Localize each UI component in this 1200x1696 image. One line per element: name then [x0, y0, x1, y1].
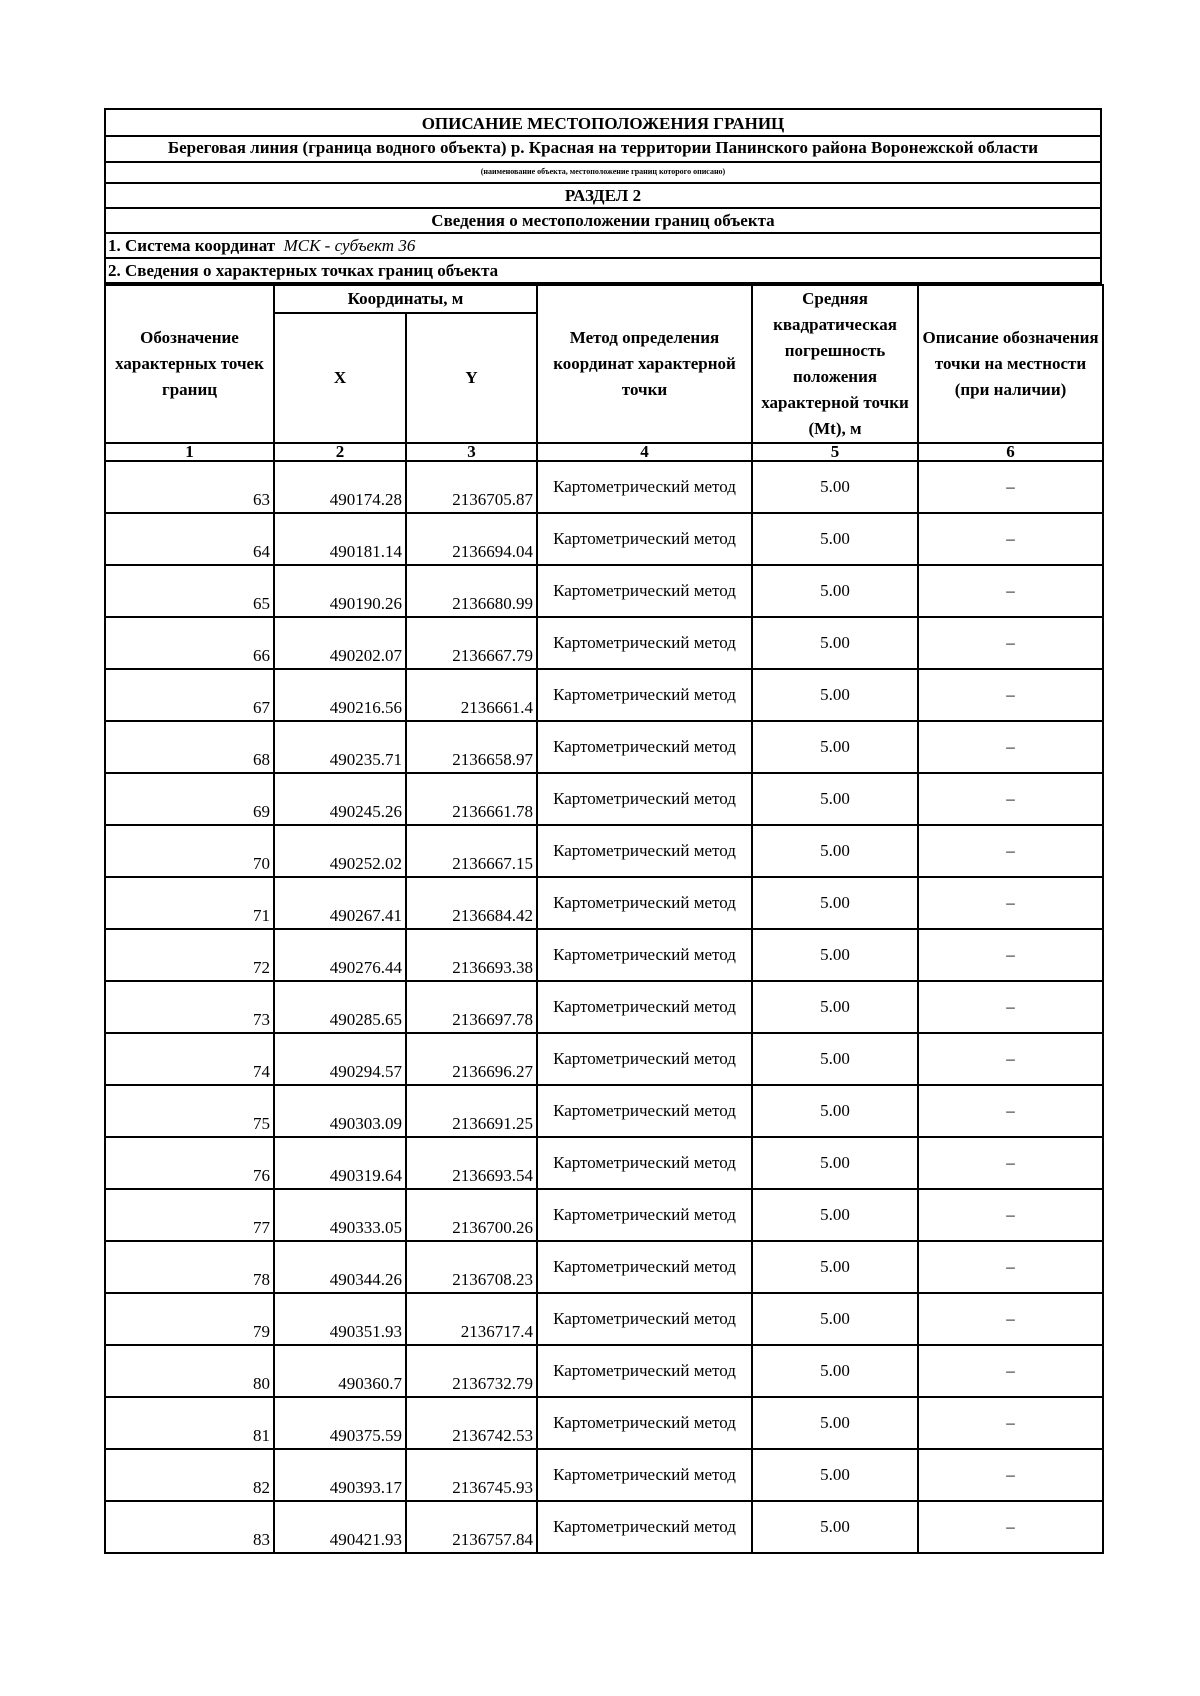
- x-coordinate-cell: 490235.71: [274, 721, 406, 773]
- method-cell: Картометрический метод: [537, 1085, 752, 1137]
- col-header-x: X: [274, 313, 406, 443]
- point-description-cell: –: [918, 1293, 1103, 1345]
- x-coordinate-cell: 490344.26: [274, 1241, 406, 1293]
- method-cell: Картометрический метод: [537, 981, 752, 1033]
- table-row: [105, 877, 1103, 929]
- point-description-cell: –: [918, 1397, 1103, 1449]
- point-number-cell: 81: [105, 1397, 274, 1449]
- y-coordinate-cell: 2136700.26: [406, 1189, 537, 1241]
- y-coordinate-cell: 2136661.78: [406, 773, 537, 825]
- method-cell: Картометрический метод: [537, 1449, 752, 1501]
- point-description-cell: –: [918, 617, 1103, 669]
- point-number-cell: 64: [105, 513, 274, 565]
- table-row: [105, 1085, 1103, 1137]
- y-coordinate-cell: 2136696.27: [406, 1033, 537, 1085]
- x-coordinate-cell: 490351.93: [274, 1293, 406, 1345]
- y-coordinate-cell: 2136661.4: [406, 669, 537, 721]
- x-coordinate-cell: 490360.7: [274, 1345, 406, 1397]
- table-row: [105, 1189, 1103, 1241]
- mt-error-cell: 5.00: [752, 1189, 918, 1241]
- point-description-cell: –: [918, 1501, 1103, 1553]
- method-cell: Картометрический метод: [537, 1293, 752, 1345]
- mt-error-cell: 5.00: [752, 1241, 918, 1293]
- point-description-cell: –: [918, 721, 1103, 773]
- x-coordinate-cell: 490285.65: [274, 981, 406, 1033]
- col-number: 6: [918, 443, 1103, 461]
- mt-error-cell: 5.00: [752, 1501, 918, 1553]
- table-row: [105, 1449, 1103, 1501]
- method-cell: Картометрический метод: [537, 877, 752, 929]
- col-header-coords: Координаты, м: [274, 285, 537, 313]
- points-table: [104, 284, 1104, 1554]
- col-header-y: Y: [406, 313, 537, 443]
- mt-error-cell: 5.00: [752, 1085, 918, 1137]
- x-coordinate-cell: 490319.64: [274, 1137, 406, 1189]
- points-table-body: [105, 461, 1103, 1553]
- y-coordinate-cell: 2136757.84: [406, 1501, 537, 1553]
- col-number: 4: [537, 443, 752, 461]
- point-description-cell: –: [918, 1189, 1103, 1241]
- col-header-desc: Описание обозначения точки на местности (при наличии): [918, 285, 1103, 443]
- y-coordinate-cell: 2136742.53: [406, 1397, 537, 1449]
- point-description-cell: –: [918, 1033, 1103, 1085]
- table-row: [105, 1293, 1103, 1345]
- point-number-cell: 65: [105, 565, 274, 617]
- x-coordinate-cell: 490375.59: [274, 1397, 406, 1449]
- table-row: [105, 981, 1103, 1033]
- x-coordinate-cell: 490333.05: [274, 1189, 406, 1241]
- x-coordinate-cell: 490294.57: [274, 1033, 406, 1085]
- table-row: [105, 1501, 1103, 1553]
- y-coordinate-cell: 2136705.87: [406, 461, 537, 513]
- point-number-cell: 70: [105, 825, 274, 877]
- method-cell: Картометрический метод: [537, 1397, 752, 1449]
- point-number-cell: 79: [105, 1293, 274, 1345]
- table-row: [105, 617, 1103, 669]
- y-coordinate-cell: 2136693.38: [406, 929, 537, 981]
- point-number-cell: 78: [105, 1241, 274, 1293]
- point-description-cell: –: [918, 1241, 1103, 1293]
- mt-error-cell: 5.00: [752, 773, 918, 825]
- x-coordinate-cell: 490276.44: [274, 929, 406, 981]
- table-row: [105, 1241, 1103, 1293]
- point-description-cell: –: [918, 1449, 1103, 1501]
- point-description-cell: –: [918, 565, 1103, 617]
- col-number: 2: [274, 443, 406, 461]
- method-cell: Картометрический метод: [537, 929, 752, 981]
- table-row: [105, 669, 1103, 721]
- point-description-cell: –: [918, 825, 1103, 877]
- point-number-cell: 73: [105, 981, 274, 1033]
- mt-error-cell: 5.00: [752, 981, 918, 1033]
- method-cell: Картометрический метод: [537, 1137, 752, 1189]
- x-coordinate-cell: 490174.28: [274, 461, 406, 513]
- mt-error-cell: 5.00: [752, 1293, 918, 1345]
- table-row: [105, 825, 1103, 877]
- point-number-cell: 77: [105, 1189, 274, 1241]
- y-coordinate-cell: 2136717.4: [406, 1293, 537, 1345]
- col-number: 5: [752, 443, 918, 461]
- col-number: 3: [406, 443, 537, 461]
- point-number-cell: 63: [105, 461, 274, 513]
- method-cell: Картометрический метод: [537, 565, 752, 617]
- table-row: [105, 1397, 1103, 1449]
- y-coordinate-cell: 2136697.78: [406, 981, 537, 1033]
- mt-error-cell: 5.00: [752, 669, 918, 721]
- point-number-cell: 71: [105, 877, 274, 929]
- x-coordinate-cell: 490421.93: [274, 1501, 406, 1553]
- point-description-cell: –: [918, 773, 1103, 825]
- point-description-cell: –: [918, 1137, 1103, 1189]
- method-cell: Картометрический метод: [537, 721, 752, 773]
- y-coordinate-cell: 2136732.79: [406, 1345, 537, 1397]
- point-description-cell: –: [918, 877, 1103, 929]
- table-row: [105, 461, 1103, 513]
- mt-error-cell: 5.00: [752, 1397, 918, 1449]
- method-cell: Картометрический метод: [537, 1033, 752, 1085]
- method-cell: Картометрический метод: [537, 1241, 752, 1293]
- method-cell: Картометрический метод: [537, 825, 752, 877]
- x-coordinate-cell: 490202.07: [274, 617, 406, 669]
- point-number-cell: 66: [105, 617, 274, 669]
- point-description-cell: –: [918, 1345, 1103, 1397]
- table-row: [105, 773, 1103, 825]
- y-coordinate-cell: 2136667.79: [406, 617, 537, 669]
- point-description-cell: –: [918, 1085, 1103, 1137]
- method-cell: Картометрический метод: [537, 617, 752, 669]
- mt-error-cell: 5.00: [752, 1449, 918, 1501]
- y-coordinate-cell: 2136680.99: [406, 565, 537, 617]
- mt-error-cell: 5.00: [752, 513, 918, 565]
- col-header-mt: Средняя квадратическая погрешность положения характерной точки (Mt), м: [752, 285, 918, 443]
- coord-system-label: 1. Система координат: [108, 236, 276, 255]
- x-coordinate-cell: 490267.41: [274, 877, 406, 929]
- mt-error-cell: 5.00: [752, 1345, 918, 1397]
- y-coordinate-cell: 2136684.42: [406, 877, 537, 929]
- mt-error-cell: 5.00: [752, 1033, 918, 1085]
- point-number-cell: 74: [105, 1033, 274, 1085]
- point-number-cell: 80: [105, 1345, 274, 1397]
- col-number: 1: [105, 443, 274, 461]
- point-description-cell: –: [918, 669, 1103, 721]
- point-description-cell: –: [918, 981, 1103, 1033]
- object-note: (наименование объекта, местоположение границ которого описано): [104, 163, 1102, 184]
- method-cell: Картометрический метод: [537, 1345, 752, 1397]
- y-coordinate-cell: 2136667.15: [406, 825, 537, 877]
- point-number-cell: 82: [105, 1449, 274, 1501]
- mt-error-cell: 5.00: [752, 825, 918, 877]
- mt-error-cell: 5.00: [752, 565, 918, 617]
- document-page: [104, 108, 1102, 1554]
- point-number-cell: 68: [105, 721, 274, 773]
- point-number-cell: 69: [105, 773, 274, 825]
- point-number-cell: 72: [105, 929, 274, 981]
- col-header-point: Обозначение характерных точек границ: [105, 285, 274, 443]
- section-title: Сведения о местоположении границ объекта: [104, 209, 1102, 234]
- method-cell: Картометрический метод: [537, 1501, 752, 1553]
- y-coordinate-cell: 2136694.04: [406, 513, 537, 565]
- coord-system-value: МСК - субъект 36: [283, 236, 416, 255]
- x-coordinate-cell: 490190.26: [274, 565, 406, 617]
- mt-error-cell: 5.00: [752, 461, 918, 513]
- y-coordinate-cell: 2136708.23: [406, 1241, 537, 1293]
- mt-error-cell: 5.00: [752, 929, 918, 981]
- table-row: [105, 565, 1103, 617]
- y-coordinate-cell: 2136658.97: [406, 721, 537, 773]
- point-number-cell: 67: [105, 669, 274, 721]
- method-cell: Картометрический метод: [537, 773, 752, 825]
- table-row: [105, 513, 1103, 565]
- y-coordinate-cell: 2136693.54: [406, 1137, 537, 1189]
- x-coordinate-cell: 490245.26: [274, 773, 406, 825]
- point-number-cell: 75: [105, 1085, 274, 1137]
- x-coordinate-cell: 490303.09: [274, 1085, 406, 1137]
- method-cell: Картометрический метод: [537, 1189, 752, 1241]
- x-coordinate-cell: 490181.14: [274, 513, 406, 565]
- x-coordinate-cell: 490252.02: [274, 825, 406, 877]
- mt-error-cell: 5.00: [752, 877, 918, 929]
- object-name: Береговая линия (граница водного объекта) р. Красная на территории Панинского района Воронежской области: [104, 137, 1102, 163]
- y-coordinate-cell: 2136745.93: [406, 1449, 537, 1501]
- table-row: [105, 1137, 1103, 1189]
- mt-error-cell: 5.00: [752, 1137, 918, 1189]
- point-number-cell: 76: [105, 1137, 274, 1189]
- y-coordinate-cell: 2136691.25: [406, 1085, 537, 1137]
- x-coordinate-cell: 490216.56: [274, 669, 406, 721]
- document-title: ОПИСАНИЕ МЕСТОПОЛОЖЕНИЯ ГРАНИЦ: [104, 108, 1102, 137]
- x-coordinate-cell: 490393.17: [274, 1449, 406, 1501]
- method-cell: Картометрический метод: [537, 461, 752, 513]
- method-cell: Картометрический метод: [537, 669, 752, 721]
- point-description-cell: –: [918, 513, 1103, 565]
- table-row: [105, 1345, 1103, 1397]
- mt-error-cell: 5.00: [752, 721, 918, 773]
- point-description-cell: –: [918, 929, 1103, 981]
- point-description-cell: –: [918, 461, 1103, 513]
- point-number-cell: 83: [105, 1501, 274, 1553]
- coord-system-line: [104, 234, 1102, 259]
- table-row: [105, 929, 1103, 981]
- method-cell: Картометрический метод: [537, 513, 752, 565]
- section-number: РАЗДЕЛ 2: [104, 184, 1102, 209]
- table-row: [105, 721, 1103, 773]
- table-row: [105, 1033, 1103, 1085]
- col-header-method: Метод определения координат характерной точки: [537, 285, 752, 443]
- points-title: 2. Сведения о характерных точках границ объекта: [104, 259, 1102, 284]
- mt-error-cell: 5.00: [752, 617, 918, 669]
